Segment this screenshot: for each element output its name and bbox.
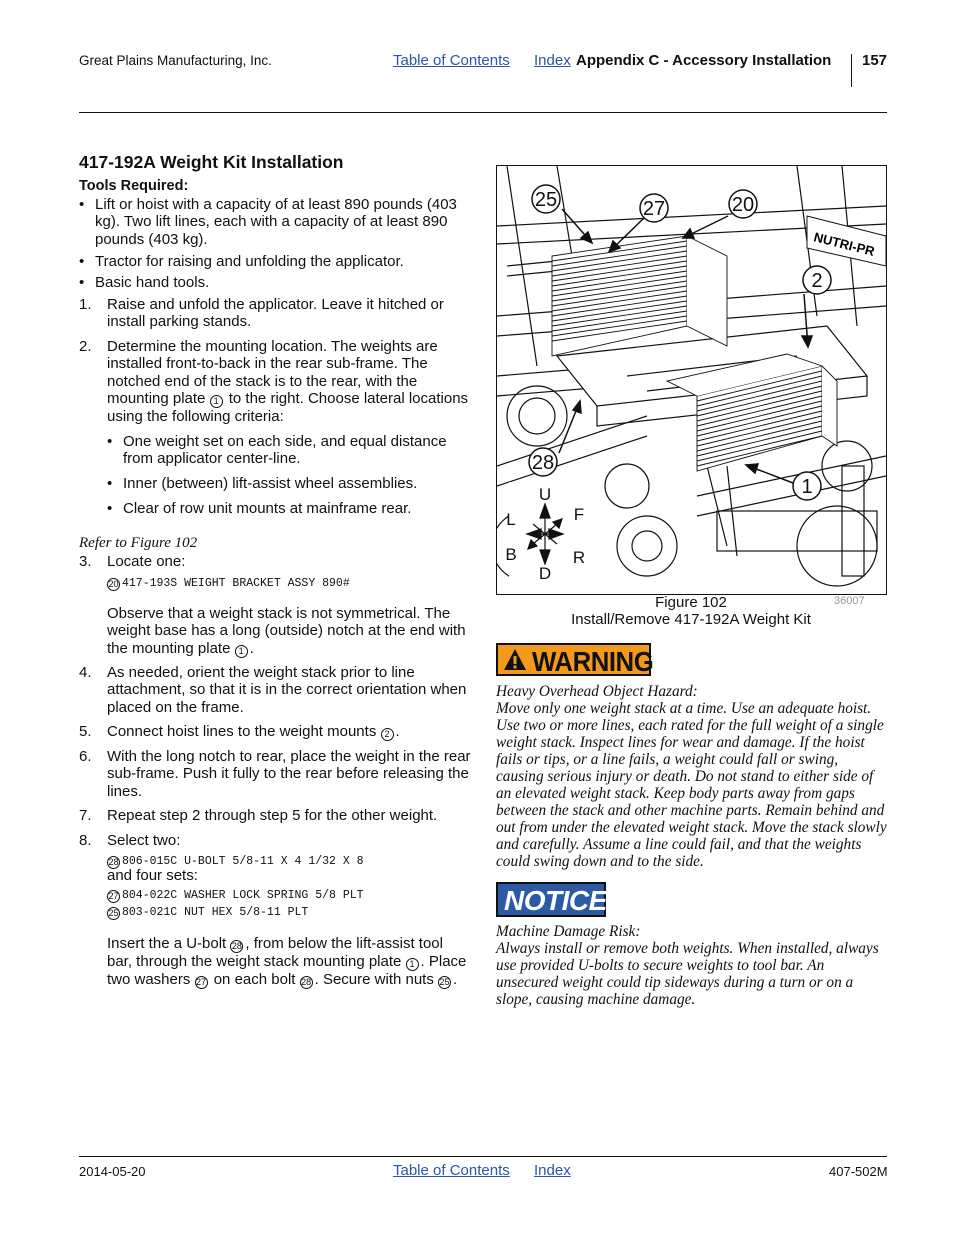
warning-triangle-icon [503, 648, 527, 672]
step-4: 4. As needed, orient the weight stack prior to line attachment, so that it is in the correct orientation when placed on the frame. [79, 664, 474, 718]
figure-reference: Refer to Figure 102 [79, 535, 198, 551]
callout-25-icon: 25 [439, 977, 450, 987]
tool-item-text: Basic hand tools. [95, 274, 210, 291]
compass-back: B [505, 545, 517, 564]
step-1-text: Raise and unfold the applicator. Leave it hitched or install parking stands. [107, 296, 444, 331]
tool-item-text: Tractor for raising and unfolding the applicator. [95, 253, 404, 270]
callout-28-label: 28 [531, 452, 555, 474]
part-25: 25 803-021C NUT HEX 5/8-11 PLT [108, 906, 309, 919]
compass-left: L [506, 510, 516, 529]
figure-number: Figure 102 [655, 594, 727, 611]
and-four-sets: and four sets: [107, 867, 198, 884]
part-27: 27 804-022C WASHER LOCK SPRING 5/8 PLT [108, 889, 364, 902]
direction-compass-icon [505, 482, 594, 583]
step-3: 3. Locate one: [79, 553, 474, 571]
criteria-text: Clear of row unit mounts at mainframe rear. [123, 500, 412, 517]
callout-27-label: 27 [642, 198, 666, 220]
machine-label: NUTRI-PR [812, 229, 877, 259]
callout-28-icon: 28 [108, 857, 119, 867]
callout-27-icon: 27 [108, 891, 119, 901]
callout-1-label: 1 [801, 476, 813, 498]
company-name: Great Plains Manufacturing, Inc. [79, 53, 272, 68]
step-1: 1. Raise and unfold the applicator. Leave it hitched or install parking stands. [79, 296, 474, 332]
step-4-text: As needed, orient the weight stack prior to line attachment, so that it is in the correct orientation when placed on the frame. [107, 664, 467, 716]
criteria-text: Inner (between) lift-assist wheel assemblies. [123, 475, 418, 492]
callout-1-icon: 1 [235, 645, 248, 658]
criteria-item: • One weight set on each side, and equal distance from applicator center-line. [107, 433, 477, 469]
callout-20-label: 20 [731, 194, 755, 216]
callout-28-icon: 28 [301, 977, 312, 987]
step-6: 6. With the long notch to rear, place the weight in the rear sub-frame. Push it fully to the rear before releasing the lines. [79, 748, 471, 800]
warning-text: Move only one weight stack at a time. Use an adequate hoist. Use two or more lines, each rated for the full weight of a single weight stack. Inspect lines for wear and damage. If the hoist fails or tips, or a line fails, a weight could fall or swing, causing serious injury or death. Do not stand to either side of an elevated weight stack. Keep body parts away from gaps between the stack and other machine parts. Remain behind and out from under the elevated weight stack. Move the stack slowly and carefully. Assume a line could fail, and that the weights could swing down and to the side. [496, 700, 887, 870]
warning-label: WARNING [532, 646, 654, 677]
warning-badge [496, 643, 654, 677]
figure-102-illustration [496, 165, 887, 595]
criteria-text: One weight set on each side, and equal distance from applicator center-line. [123, 433, 447, 468]
footer-date: 2014-05-20 [79, 1164, 146, 1179]
step-7: 7. Repeat step 2 through step 5 for the other weight. [79, 807, 474, 825]
step-8-text: Select two: [107, 832, 181, 849]
footer-toc-link[interactable]: Table of Contents [393, 1162, 510, 1179]
callout-2-icon: 2 [381, 728, 394, 741]
tool-item-text: Lift or hoist with a capacity of at least 890 pounds (403 kg). Two lift lines, each with a capacity of at least 890 pounds (403 kg). [95, 196, 457, 248]
step-5: 5. Connect hoist lines to the weight mounts 2 . [79, 723, 474, 741]
criteria-item: • Inner (between) lift-assist wheel assemblies. [107, 475, 477, 493]
tool-item: • Lift or hoist with a capacity of at least 890 pounds (403 kg). Two lift lines, each with a capacity of at least 890 pounds (403 kg). [79, 196, 469, 248]
header-index-link[interactable]: Index [534, 52, 571, 69]
tool-item: • Tractor for raising and unfolding the applicator. [79, 253, 469, 271]
callout-2-label: 2 [811, 270, 823, 292]
compass-down: D [538, 564, 552, 583]
step-5-text: Connect hoist lines to the weight mounts 2 . [107, 723, 400, 740]
step-2: 2. Determine the mounting location. The weights are installed front-to-back in the rear sub-frame. The notched end of the stack is to the rear, with the mounting plate 1 to the right. Choose lateral locations using the following criteria: [79, 338, 474, 426]
header-toc-link[interactable]: Table of Contents [393, 52, 510, 69]
footer-rule [79, 1156, 887, 1157]
step-7-text: Repeat step 2 through step 5 for the other weight. [107, 807, 438, 824]
figure-image-id: 36007 [834, 595, 865, 607]
compass-front: F [573, 505, 585, 524]
insert-instructions: Insert the a U-bolt 28 , from below the lift-assist tool bar, through the weight stack mounting plate 1 . Place two washers 27 on each bolt 28 . Secure with nuts 25 . [107, 935, 467, 988]
notice-text: Always install or remove both weights. When installed, always use provided U-bolts to secure weights to tool bar. An unsecured weight could tip sideways during a turn or on a slope, causing machine damage. [496, 940, 879, 1008]
page-title: 417-192A Weight Kit Installation [79, 152, 344, 172]
figure-caption: Install/Remove 417-192A Weight Kit [571, 611, 811, 628]
tool-item: • Basic hand tools. [79, 274, 469, 292]
step-2-text: Determine the mounting location. The weights are installed front-to-back in the rear sub-frame. The notched end of the stack is to the rear, with the mounting plate 1 to the right. Choose lateral locations using the following criteria: [107, 338, 469, 426]
warning-title: Heavy Overhead Object Hazard: [496, 683, 698, 700]
callout-28-icon: 28 [231, 941, 242, 951]
callout-25-icon: 25 [108, 908, 119, 918]
callout-1-icon: 1 [406, 958, 419, 971]
criteria-item: • Clear of row unit mounts at mainframe rear. [107, 500, 477, 518]
part-28: 28 806-015C U-BOLT 5/8-11 X 4 1/32 X 8 [108, 855, 364, 868]
footer-doc-number: 407-502M [829, 1164, 888, 1179]
footer-index-link[interactable]: Index [534, 1162, 571, 1179]
callout-1-icon: 1 [210, 395, 223, 408]
section-title: Appendix C - Accessory Installation [576, 52, 832, 69]
header-divider [851, 54, 852, 87]
step-6-text: With the long notch to rear, place the weight in the rear sub-frame. Push it fully to the rear before releasing the lines. [107, 748, 471, 800]
callout-27-icon: 27 [196, 977, 207, 987]
callout-25-label: 25 [534, 189, 558, 211]
page-number: 157 [862, 52, 888, 69]
step-8: 8. Select two: [79, 832, 474, 850]
callout-20-icon: 20 [108, 579, 119, 589]
part-20: 20 417-193S WEIGHT BRACKET ASSY 890# [108, 577, 350, 590]
notice-label: NOTICE [504, 885, 607, 916]
tools-heading: Tools Required: [79, 178, 189, 194]
notice-badge [496, 882, 606, 917]
observe-note: Observe that a weight stack is not symmetrical. The weight base has a long (outside) notch at the end with the mounting plate 1 . [107, 605, 466, 657]
compass-right: R [572, 548, 586, 567]
compass-up: U [538, 485, 552, 504]
header-rule [79, 112, 887, 113]
notice-title: Machine Damage Risk: [496, 923, 641, 940]
step-3-text: Locate one: [107, 553, 186, 570]
